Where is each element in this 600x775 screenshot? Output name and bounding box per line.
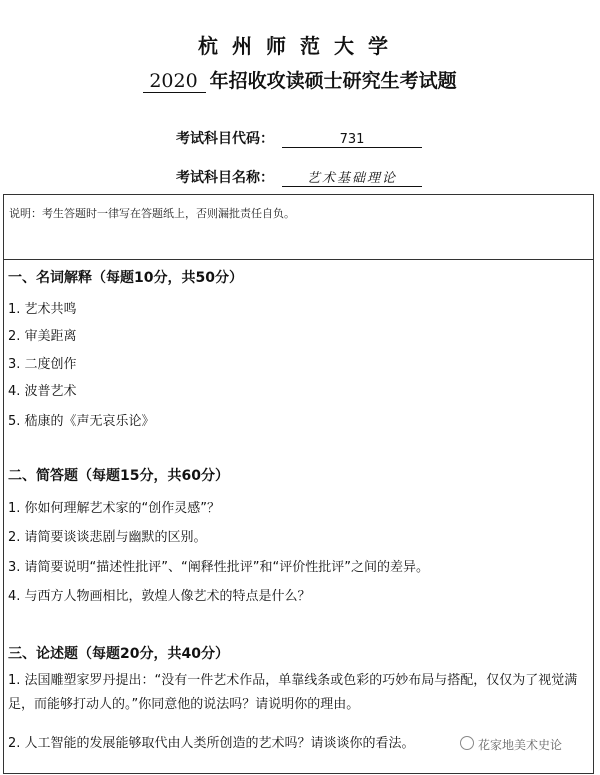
question-item: 2. 请简要谈谈悲剧与幽默的区别。 — [8, 530, 207, 545]
question-item: 1. 艺术共鸣 — [8, 302, 77, 317]
question-item: 4. 与西方人物画相比，敦煌人像艺术的特点是什么？ — [8, 589, 311, 604]
section-title-terms: 一、名词解释（每题10分，共50分） — [8, 270, 243, 286]
watermark — [460, 736, 562, 753]
wechat-icon — [460, 736, 474, 750]
exam-title — [0, 66, 600, 93]
subject-name-value: 艺术基础理论 — [282, 167, 422, 187]
answer-instruction: 说明：考生答题时一律写在答题纸上，否则漏批责任自负。 — [9, 207, 295, 220]
question-item: 2. 审美距离 — [8, 329, 77, 344]
question-item: 4. 波普艺术 — [8, 384, 77, 399]
exam-header — [0, 0, 600, 194]
section-title-short-answer: 二、简答题（每题15分，共60分） — [8, 468, 229, 484]
watermark-text: 花家地美术史论 — [478, 738, 563, 752]
question-item: 3. 请简要说明“描述性批评”、“阐释性批评”和“评价性批评”之间的差异。 — [8, 560, 429, 575]
exam-title-text: 年招收攻读硕士研究生考试题 — [209, 70, 457, 92]
subject-code-label: 考试科目代码： — [176, 131, 274, 147]
subject-name-row — [176, 167, 422, 187]
university-name: 杭州师范大学 — [198, 34, 402, 58]
subject-code-value: 731 — [282, 132, 422, 148]
question-item: 1. 法国雕塑家罗丹提出：“没有一件艺术作品，单靠线条或色彩的巧妙布局与搭配，仅仅为了视觉满足，而能够打动人的。”你同意他的说法吗？请说明你的理由。 — [8, 673, 578, 712]
question-item: 2. 人工智能的发展能够取代由人类所创造的艺术吗？请谈谈你的看法。 — [8, 736, 415, 751]
subject-code-row — [176, 128, 422, 148]
exam-year: 2020 — [143, 70, 205, 93]
question-item: 1. 你如何理解艺术家的“创作灵感”？ — [8, 501, 221, 516]
section-title-essay: 三、论述题（每题20分，共40分） — [8, 646, 229, 662]
question-item: 3. 二度创作 — [8, 357, 77, 372]
question-item: 5. 嵇康的《声无哀乐论》 — [8, 414, 155, 429]
divider — [4, 259, 593, 260]
subject-name-label: 考试科目名称： — [176, 170, 274, 186]
exam-question-box — [3, 194, 594, 774]
